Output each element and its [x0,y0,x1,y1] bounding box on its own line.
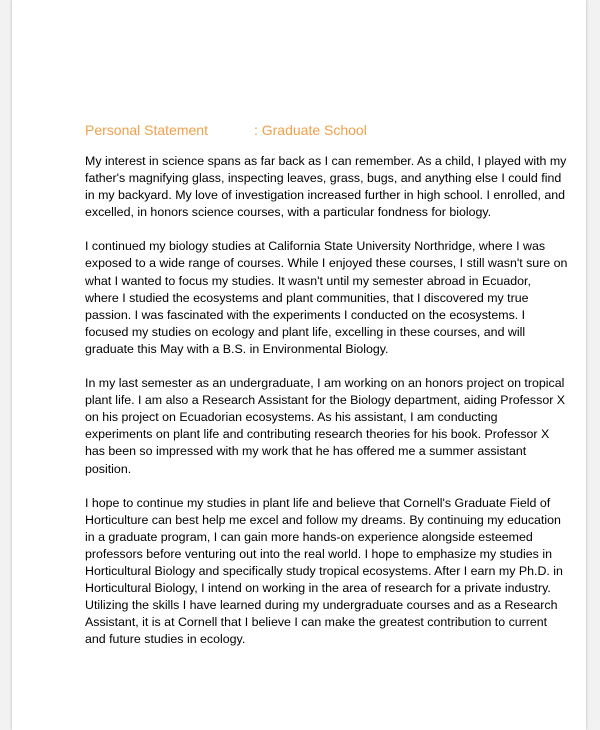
text-line: exposed to a wide range of courses. While I enjoyed these courses, I still wasn't sure on [85,256,568,271]
document-body [85,153,568,665]
text-line: In my last semester as an undergraduate, I am working on an honors project on tropical [85,376,565,391]
text-line: Assistant, it is at Cornell that I believe I can make the greatest contribution to current [85,615,548,630]
text-line: position. [85,461,132,476]
text-line: I continued my biology studies at California State University Northridge, where I was [85,239,546,254]
text-line: Horticulture can best help me excel and follow my dreams. By continuing my education [85,512,561,527]
paragraph-3 [85,375,566,478]
document-page [12,0,586,730]
text-line: where I studied the ecosystems and plant communities, that I discovered my true [85,290,529,305]
document-title [85,120,367,140]
text-line: graduate this May with a B.S. in Environmental Biology. [85,341,389,356]
paragraph-4 [85,495,563,649]
text-line: My interest in science spans as far back as I can remember. As a child, I played with my [85,154,567,168]
text-line: Utilizing the skills I have learned during my undergraduate courses and as a Research [85,598,558,613]
text-line: focused my studies on ecology and plant life, excelling in these courses, and will [85,324,526,339]
text-line: has been so impressed with my work that he has offered me a summer assistant [85,444,527,459]
text-line: in a graduate program, I can gain more hands-on experience alongside esteemed [85,529,533,544]
title-left: Personal Statement [85,122,208,138]
text-line: plant life. I am also a Research Assistant for the Biology department, aiding Professor X [85,393,566,408]
text-line: and future studies in ecology. [85,632,246,647]
title-right: : Graduate School [253,122,367,138]
text-line: Horticultural Biology and specifically study tropical ecosystems. After I earn my Ph.D. in [85,563,563,578]
text-line: professors before venturing out into the real world. I hope to emphasize my studies in [85,546,552,561]
text-line: on his project on Ecuadorian ecosystems. As his assistant, I am conducting [85,410,498,425]
text-line: what I wanted to focus my studies. It wasn't until my semester abroad in Ecuador, [85,273,531,288]
text-line: in my backyard. My love of investigation increased further in high school. I enrolled, and [85,188,566,203]
text-line: father's magnifying glass, inspecting leaves, grass, bugs, and anything else I could find [85,171,562,186]
text-line: passion. I was fascinated with the experiments I conducted on the ecosystems. I [85,307,526,322]
text-line: excelled, in honors science courses, with a particular fondness for biology. [85,205,492,220]
paragraph-2 [85,238,568,358]
text-line: Horticultural Biology, I intend on working in the area of research for a private industry. [85,581,551,596]
paragraph-1 [85,153,567,221]
text-line: experiments on plant life and contributing research theories for his book. Professor X [85,427,550,442]
text-line: I hope to continue my studies in plant life and believe that Cornell's Graduate Field of [85,495,551,510]
